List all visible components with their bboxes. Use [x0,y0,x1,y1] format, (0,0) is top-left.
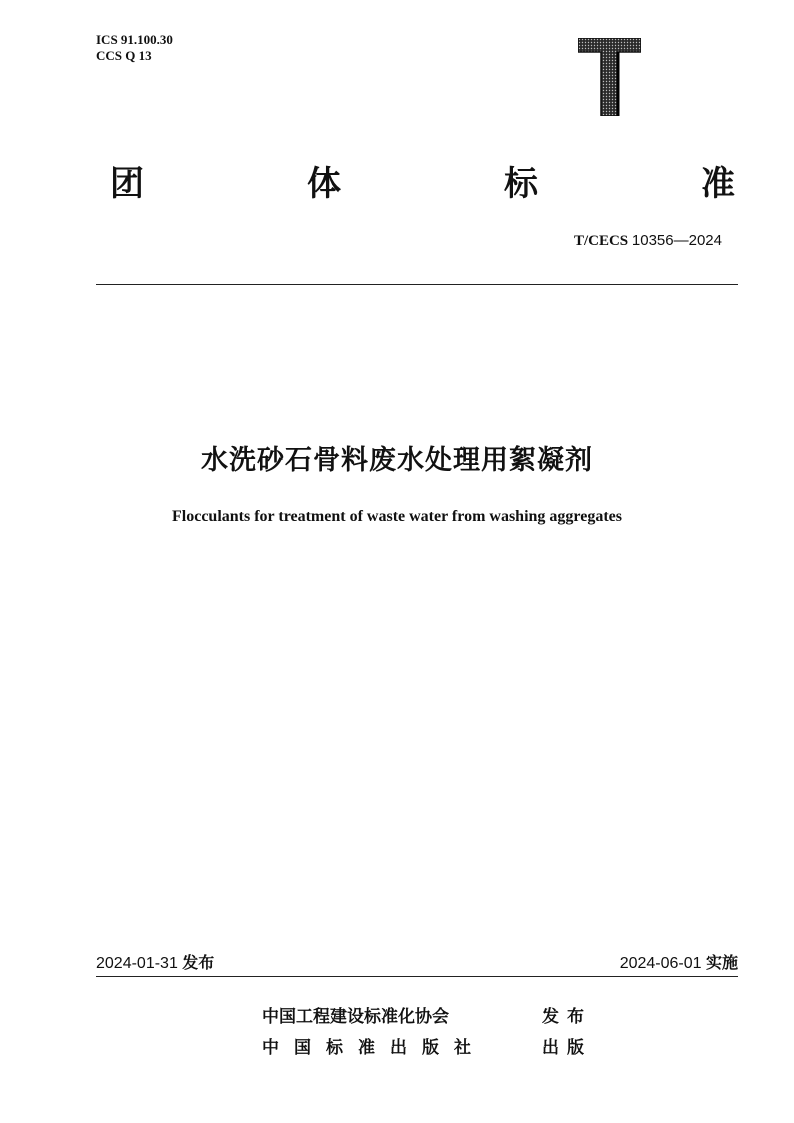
ics-code: ICS 91.100.30 [96,32,173,47]
standard-type-char: 准 [701,163,735,204]
press-role: 出版 [542,1038,592,1058]
issue-date [96,950,214,973]
title-chinese: 水洗砂石骨料废水处理用絮凝剂 [201,445,593,476]
standard-type-char: 团 [110,163,144,204]
implementation-date-label: 实施 [705,953,738,972]
press-line [262,1033,592,1058]
standard-type-heading [110,158,735,202]
standard-number-value: 10356—2024 [631,232,722,249]
publisher-name: 中国工程建设标准化协会 [262,1007,449,1027]
standard-type-logo [578,38,641,116]
implementation-date [620,950,738,973]
press-name: 中国标准出版社 [262,1038,486,1058]
standard-number-prefix: T/CECS [573,233,629,249]
title-english: Flocculants for treatment of waste water from washing aggregates [172,508,622,525]
ccs-code: CCS Q 13 [96,48,152,63]
top-divider [96,284,738,285]
publisher-line [262,1002,592,1027]
standard-type-char: 标 [504,163,538,204]
implementation-date-value: 2024-06-01 [619,955,702,972]
bottom-divider [96,976,738,977]
standard-number [574,232,722,250]
classification-codes [96,32,173,64]
standard-type-char: 体 [307,163,341,204]
issue-date-value: 2024-01-31 [96,955,178,972]
publisher-role: 发布 [542,1007,592,1027]
issue-date-label: 发布 [182,953,215,972]
